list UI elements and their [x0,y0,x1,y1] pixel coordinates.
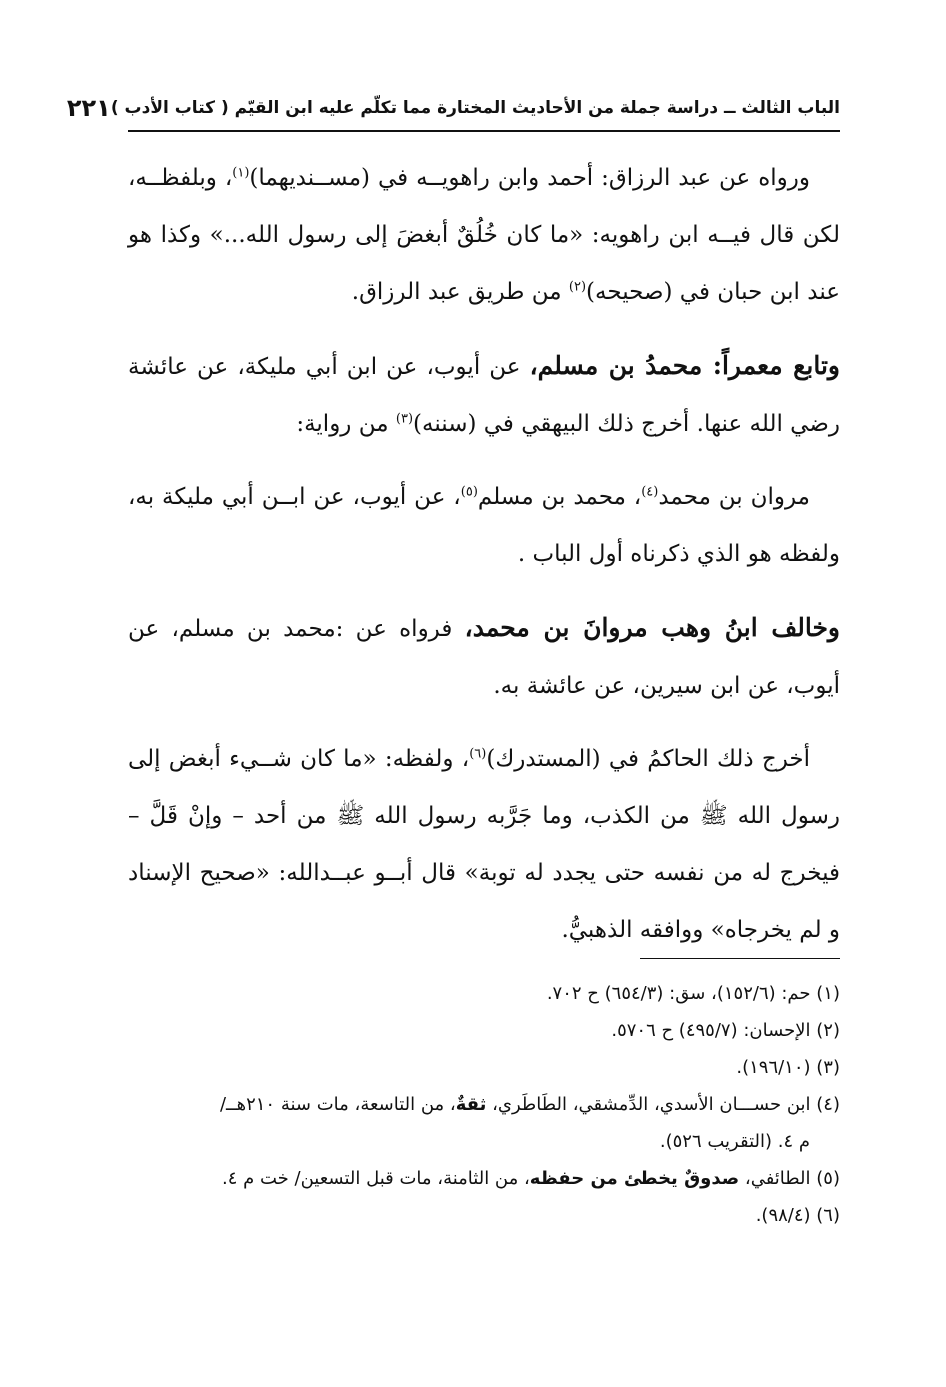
paragraph-text: ، محمد بن مسلم [477,484,642,510]
paragraph-text: فرواه عن :محمد بن مسلم، عن أيوب، عن ابن سيرين، عن عائشة به. [128,616,840,699]
page-number: ٢٢١ [66,94,111,122]
paragraph-5 [128,731,840,959]
footnote-ref-5[interactable]: (٥) [460,484,478,500]
footnote-text: (٦) (٩٨/٤). [755,1205,840,1226]
paragraph-text: من طريق عبد الرزاق. [351,279,569,305]
footnote-2 [128,1012,840,1049]
paragraph-text: مروان بن محمد [658,484,811,510]
paragraph-text: أخرج ذلك الحاكمُ في (المستدرك) [486,746,811,772]
footnote-ref-4[interactable]: (٤) [641,484,659,500]
paragraph-4 [128,599,840,715]
footnote-text: (٥) الطائفي، [739,1168,840,1189]
footnotes [128,975,840,1234]
header-title: الباب الثالث ــ دراسة جملة من الأحاديث المختارة مما تكلّم عليه ابن القيّم ( كتاب الأدب ) [110,98,840,118]
paragraph-text: ورواه عن عبد الرزاق: أحمد وابن راهويــه في (مســنديهما) [249,165,810,191]
footnote-text: ، من الثامنة، مات قبل التسعين/ خت م ٤. [221,1168,530,1189]
running-header [66,88,840,128]
footnote-text: (٤) ابن حســـان الأسدي، الدِّمشقي، الطَاطَري، [486,1094,840,1115]
body-text [128,150,840,959]
paragraph-text: من رواية: [296,411,396,437]
footnote-text: (٢) الإحسان: (٤٩٥/٧) ح ٥٧٠٦. [611,1020,840,1041]
paragraph-lead: وخالف ابنُ وهب مروانَ بن محمد، [464,613,840,642]
footnote-grade: صدوقٌ يخطئ من حفظه [529,1168,740,1189]
footnote-grade: ثقةٌ [455,1094,487,1115]
paragraph-text: ، وبلفظــه، لكن قال فيــه ابن راهويه: «ما كان خُلُقٌ أبغضَ إلى رسول الله...» وكذا هو عند ابن حبان في (صحيحه) [128,165,840,305]
paragraph-text: ، ولفظه: «ما كان شــيء أبغض إلى رسول الله ﷺ من الكذب، وما جَرَّبه رسول الله ﷺ من أحد – وإنْ قَلَّ – فيخرج له من نفسه حتى يجدد له توبة» قال أبــو عبــدالله: «صحيح الإسناد و لم يخرجاه» ووافقه الذهبيُّ. [128,746,840,943]
footnote-text: (٣) (١٩٦/١٠). [736,1057,840,1078]
footnote-text: (١) حم: (١٥٢/٦)، سق: (٦٥٤/٣) ح ٧٠٢. [546,983,840,1004]
footnote-1 [128,975,840,1012]
footnote-ref-6[interactable]: (٦) [469,746,487,762]
paragraph-1 [128,150,840,321]
footnote-4 [128,1086,840,1160]
footnote-ref-1[interactable]: (١) [232,165,250,181]
footnote-continuation: م ٤. (التقريب ٥٢٦). [659,1131,810,1152]
header-rule [128,130,840,132]
footnote-text: ، من التاسعة، مات سنة ٢١٠هــ/ [219,1094,456,1115]
paragraph-text: عن أيوب، عن ابن أبي مليكة، عن عائشة رضي الله عنها. أخرج ذلك البيهقي في (سننه) [128,354,840,437]
footnote-5 [128,1160,840,1197]
paragraph-3 [128,469,840,583]
paragraph-2 [128,337,840,453]
footnote-ref-2[interactable]: (٢) [568,279,587,295]
footnote-rule [640,958,840,959]
footnote-ref-3[interactable]: (٣) [395,411,414,427]
paragraph-text: ، عن أيوب، عن ابــن أبي مليكة به، ولفظه هو الذي ذكرناه أول الباب . [128,484,840,567]
footnote-6 [128,1197,840,1234]
footnote-3 [128,1049,840,1086]
paragraph-lead: وتابع معمراً: محمدُ بن مسلم، [529,351,840,380]
